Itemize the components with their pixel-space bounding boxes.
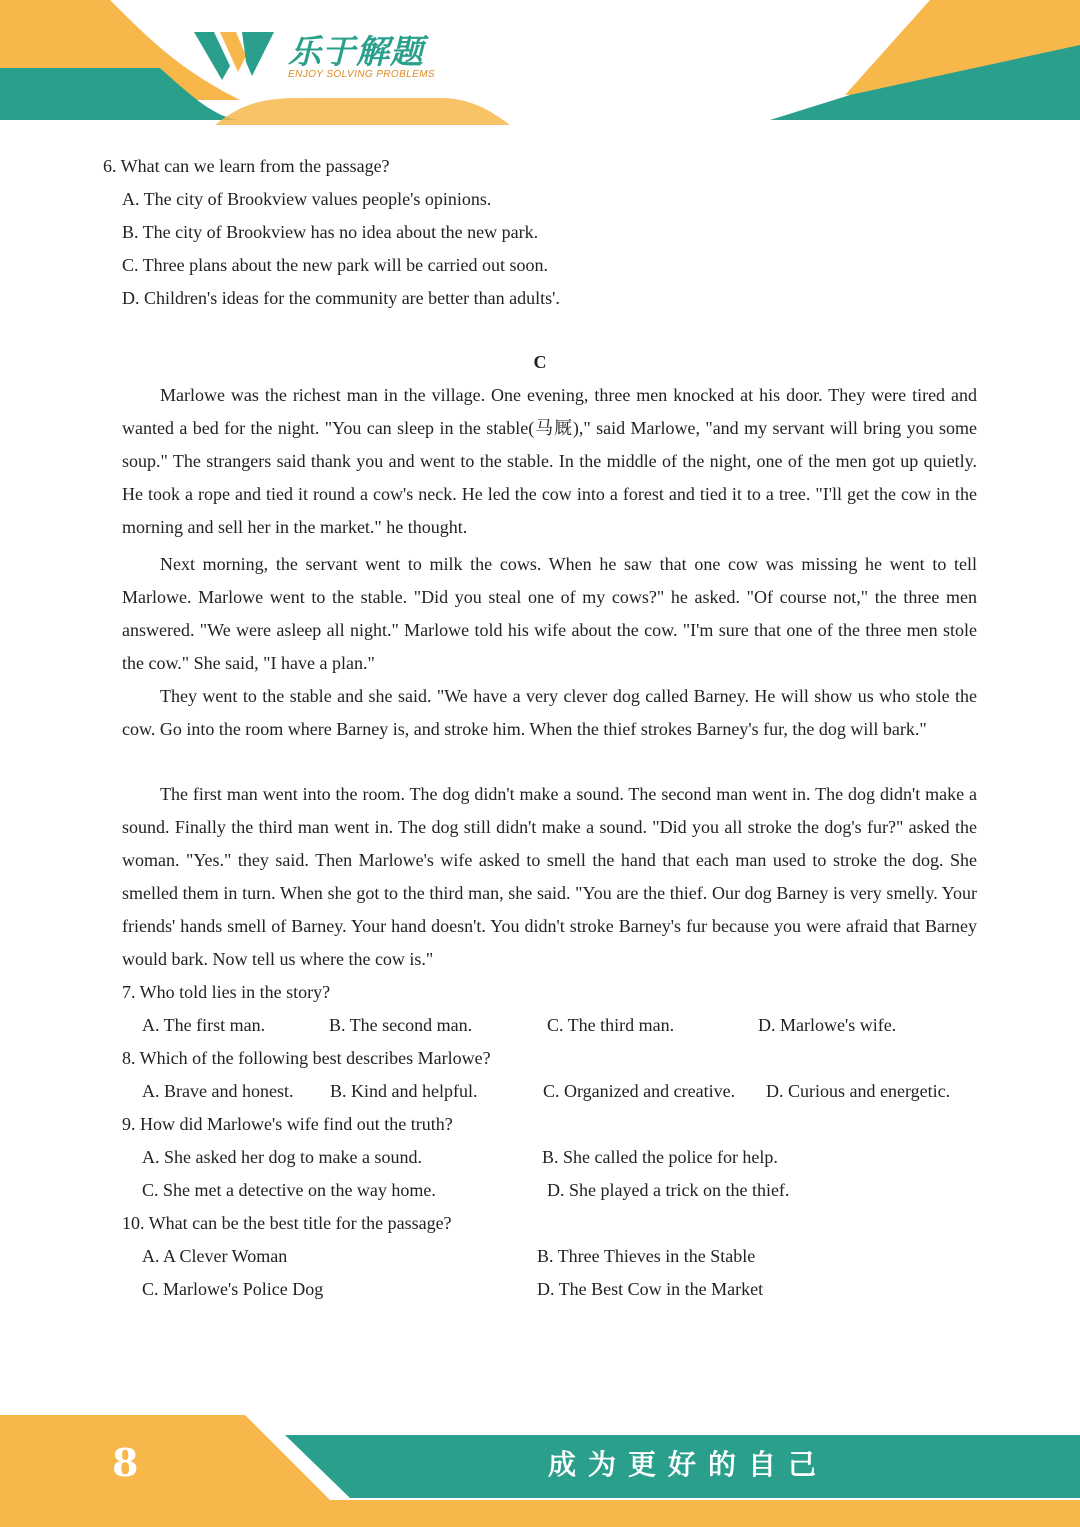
q9-option-d: D. She played a trick on the thief.: [547, 1180, 790, 1200]
q10-option-d: D. The Best Cow in the Market: [537, 1279, 764, 1299]
q7-option-d: D. Marlowe's wife.: [758, 1015, 897, 1035]
q6-option-d: D. Children's ideas for the community are better than adults'.: [122, 288, 560, 308]
q6-stem: 6. What can we learn from the passage?: [103, 156, 390, 176]
passage-heading: C: [533, 352, 547, 372]
q8-option-c: C. Organized and creative.: [543, 1081, 736, 1101]
q10-option-a: A. A Clever Woman: [142, 1246, 288, 1266]
passage-paragraph-2: Next morning, the servant went to milk the cows. When he saw that one cow was missing he went to tell Marlowe. Marlowe went to the stable. "Did you steal one of my cows?" he asked. "Of course not," the three men answered. "We were asleep all night." Marlowe told his wife about the cow. "I'm sure that one of the three men stole the cow." She said, "I have a plan.": [122, 554, 977, 673]
footer-slogan: 成为更好的自己: [548, 1448, 829, 1481]
header-banner: [0, 0, 1080, 125]
q10-stem: 10. What can be the best title for the passage?: [122, 1213, 452, 1233]
q6-option-a: A. The city of Brookview values people's opinions.: [122, 189, 492, 209]
q10-option-b: B. Three Thieves in the Stable: [537, 1246, 756, 1266]
q9-option-a: A. She asked her dog to make a sound.: [142, 1147, 422, 1167]
page-number: 8: [112, 1440, 139, 1485]
q9-option-b: B. She called the police for help.: [542, 1147, 778, 1167]
q7-option-c: C. The third man.: [547, 1015, 675, 1035]
q9-option-c: C. She met a detective on the way home.: [142, 1180, 436, 1200]
q7-option-b: B. The second man.: [329, 1015, 473, 1035]
q9-stem: 9. How did Marlowe's wife find out the truth?: [122, 1114, 453, 1134]
q6-option-b: B. The city of Brookview has no idea about the new park.: [122, 222, 539, 242]
q7-stem: 7. Who told lies in the story?: [122, 982, 331, 1002]
q10-option-c: C. Marlowe's Police Dog: [142, 1279, 324, 1299]
q8-option-b: B. Kind and helpful.: [330, 1081, 478, 1101]
passage-paragraph-4: The first man went into the room. The dog didn't make a sound. The second man went in. The dog didn't make a sound. Finally the third man went in. The dog still didn't make a sound. "Did you all stroke the dog's fur?" asked the woman. "Yes." they said. Then Marlowe's wife asked to smell the hand that each man used to stroke the dog. She smelled them in turn. When she got to the third man, she said. "You are the thief. Our dog Barney is very smelly. Your friends' hands smell of Barney. Your hand doesn't. You didn't stroke Barney's fur because you were afraid that Barney would bark. Now tell us where the cow is.": [122, 784, 977, 969]
brand-name-cn: 乐于解题: [288, 32, 424, 71]
passage-paragraph-1: Marlowe was the richest man in the village. One evening, three men knocked at his door. They were tired and wanted a bed for the night. "You can sleep in the stable(马厩)," said Marlowe, "and my servant will bring you some soup." The strangers said thank you and went to the stable. In the middle of the night, one of the men got up quietly. He took a rope and tied it round a cow's neck. He led the cow into a forest and tied it to a tree. "I'll get the cow in the morning and sell her in the market." he thought.: [122, 385, 977, 537]
passage-paragraph-3: They went to the stable and she said. "We have a very clever dog called Barney. He will show us who stole the cow. Go into the room where Barney is, and stroke him. When the thief strokes Barney's fur, the dog will bark.": [122, 686, 977, 739]
footer-banner: [0, 1410, 1080, 1527]
q8-stem: 8. Which of the following best describes Marlowe?: [122, 1048, 491, 1068]
q8-option-d: D. Curious and energetic.: [766, 1081, 951, 1101]
q6-option-c: C. Three plans about the new park will be carried out soon.: [122, 255, 549, 275]
q7-option-a: A. The first man.: [142, 1015, 266, 1035]
logo-mark-icon: [192, 26, 276, 82]
q8-option-a: A. Brave and honest.: [142, 1081, 294, 1101]
brand-name-en: ENJOY SOLVING PROBLEMS: [288, 69, 435, 80]
